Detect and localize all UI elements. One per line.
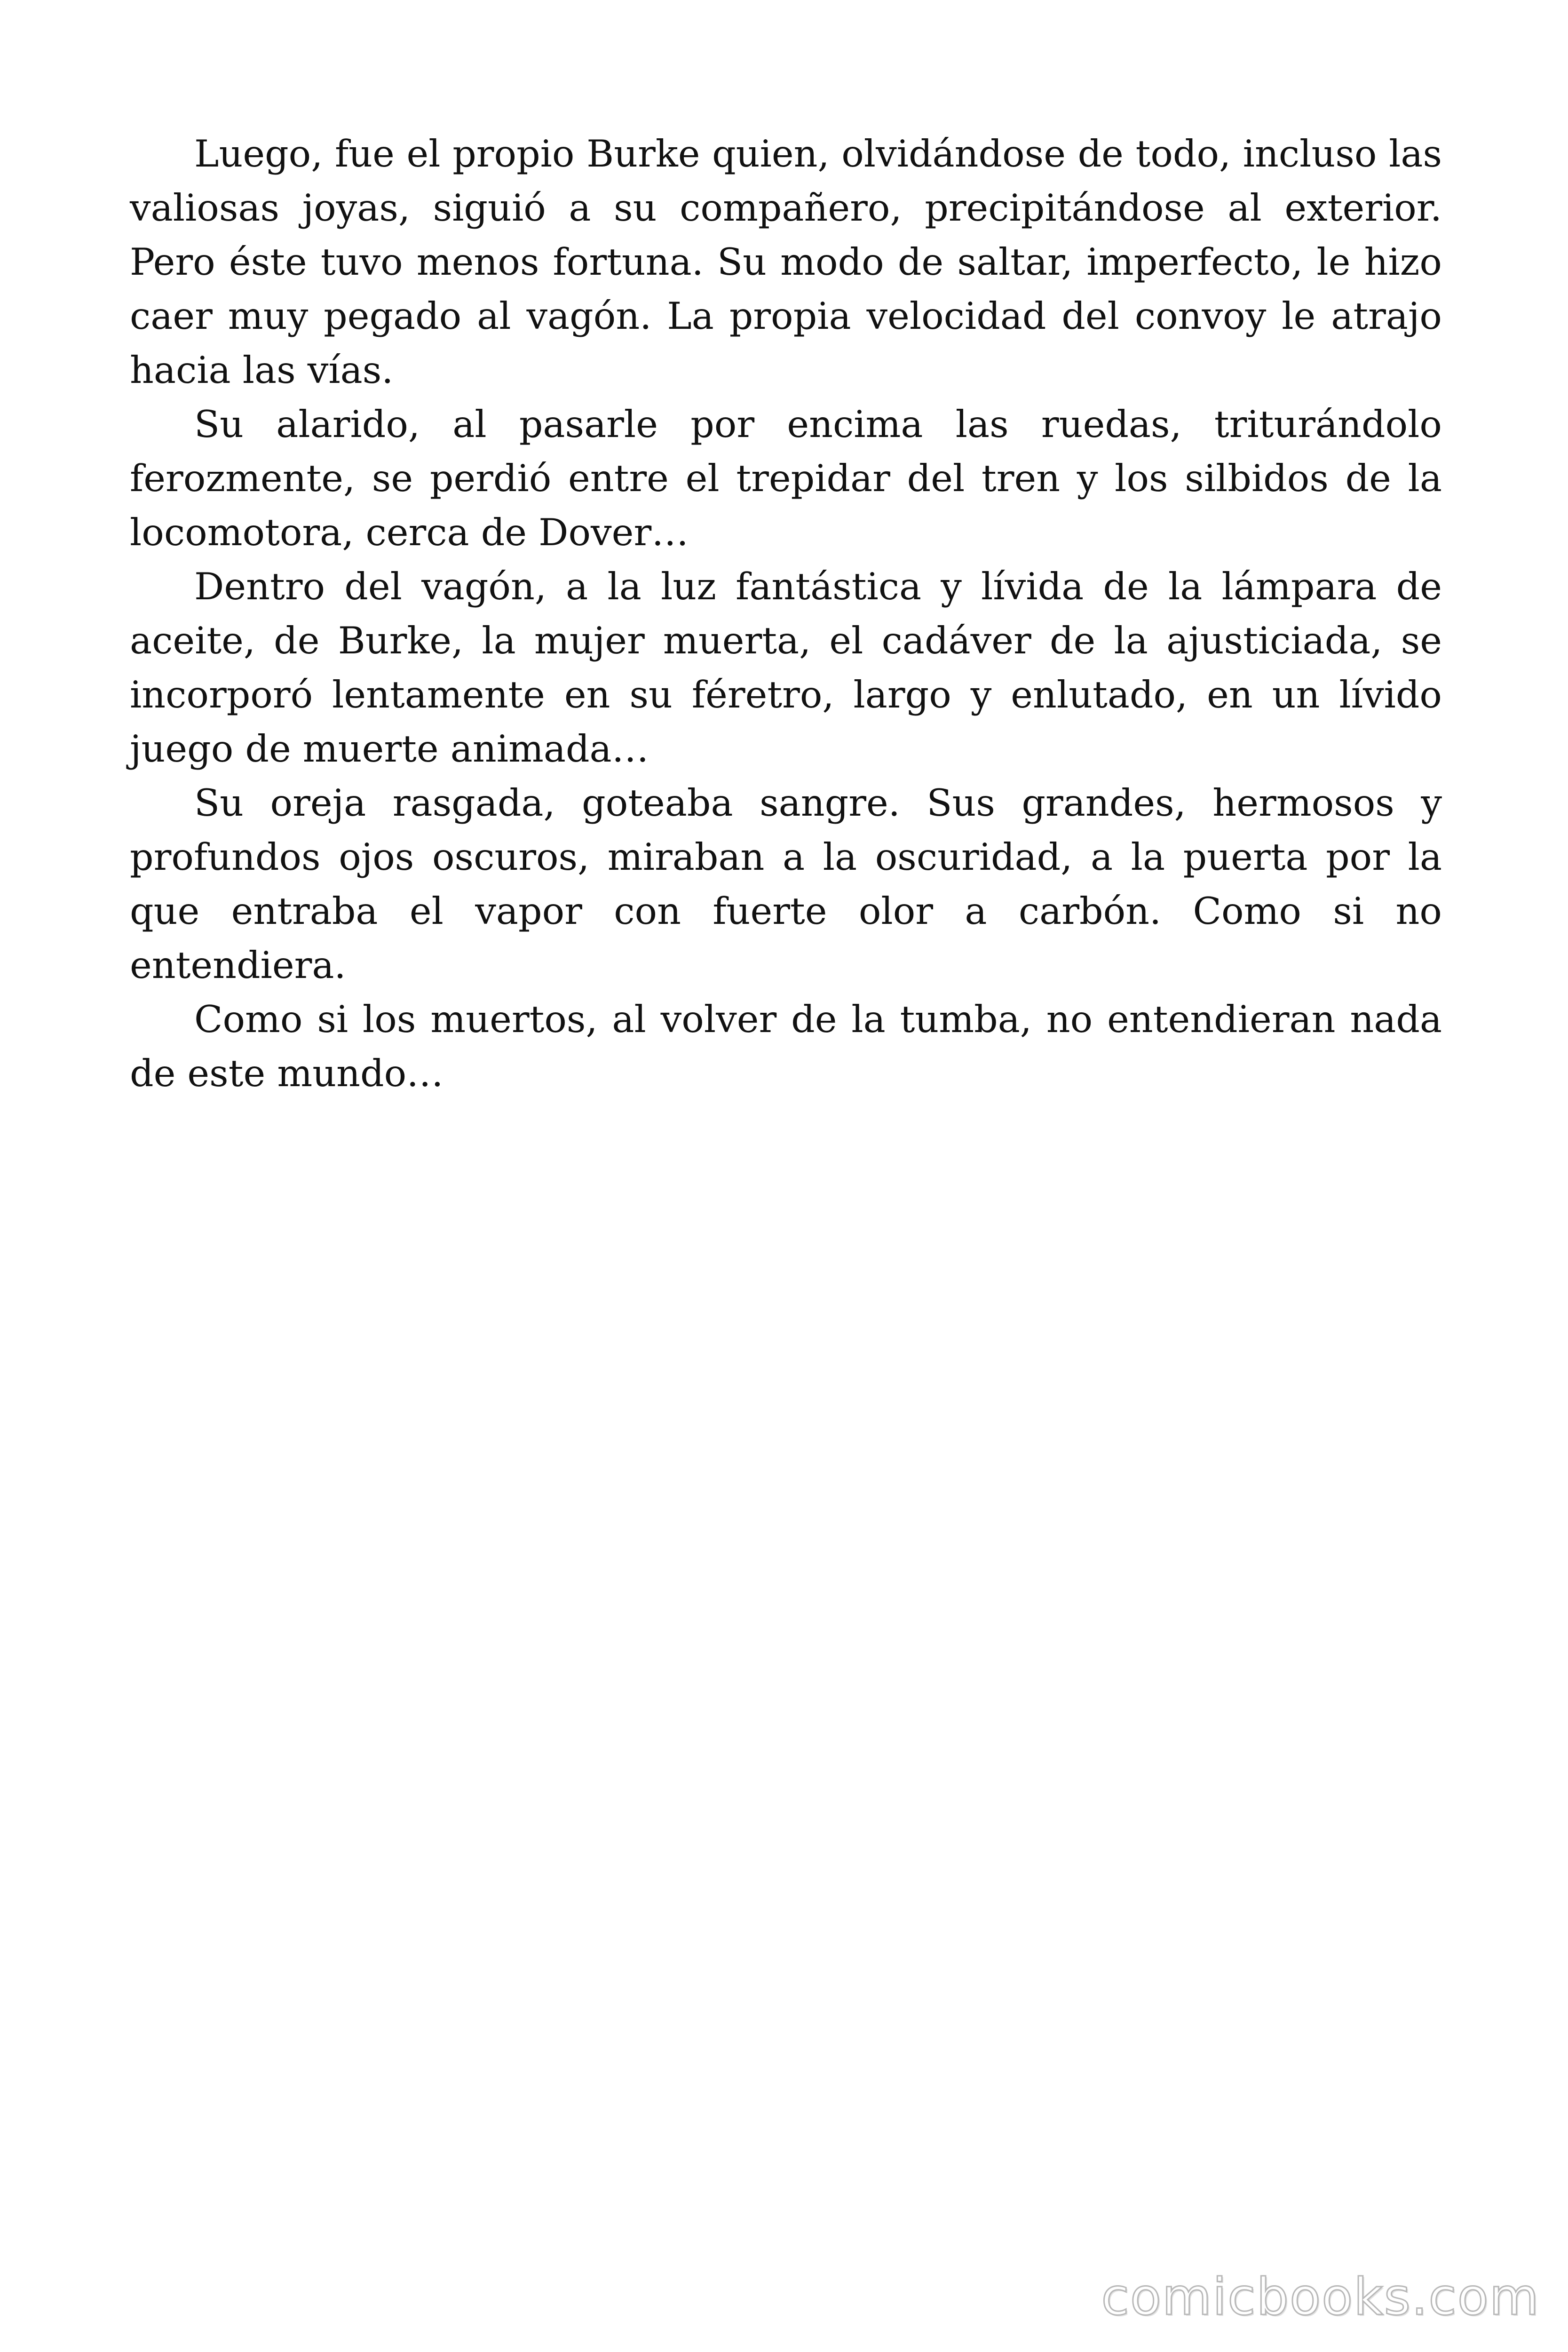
page-body	[130, 127, 1442, 1101]
paragraph-5: Como si los muertos, al volver de la tumba, no entendieran nada de este mundo…	[130, 998, 1442, 1095]
paragraph-2: Su alarido, al pasarle por encima las ruedas, triturándolo ferozmente, se perdió entre el trepidar del tren y los silbidos de la locomotora, cerca de Dover…	[130, 403, 1442, 554]
paragraph-1: Luego, fue el propio Burke quien, olvidándose de todo, incluso las valiosas joyas, siguió a su compañero, precipitándose al exterior. Pero éste tuvo menos fortuna. Su modo de saltar, imperfecto, le hizo caer muy pegado al vagón. La propia velocidad del convoy le atrajo hacia las vías.	[130, 132, 1442, 392]
paragraph-3: Dentro del vagón, a la luz fantástica y lívida de la lámpara de aceite, de Burke, la mujer muerta, el cadáver de la ajusticiada, se incorporó lentamente en su féretro, largo y enlutado, en un lívido juego de muerte animada…	[130, 565, 1442, 771]
paragraph-4: Su oreja rasgada, goteaba sangre. Sus grandes, hermosos y profundos ojos oscuros, miraban a la oscuridad, a la puerta por la que entraba el vapor con fuerte olor a carbón. Como si no entendiera.	[130, 781, 1442, 987]
watermark: comicbooks.com	[1101, 2268, 1540, 2327]
